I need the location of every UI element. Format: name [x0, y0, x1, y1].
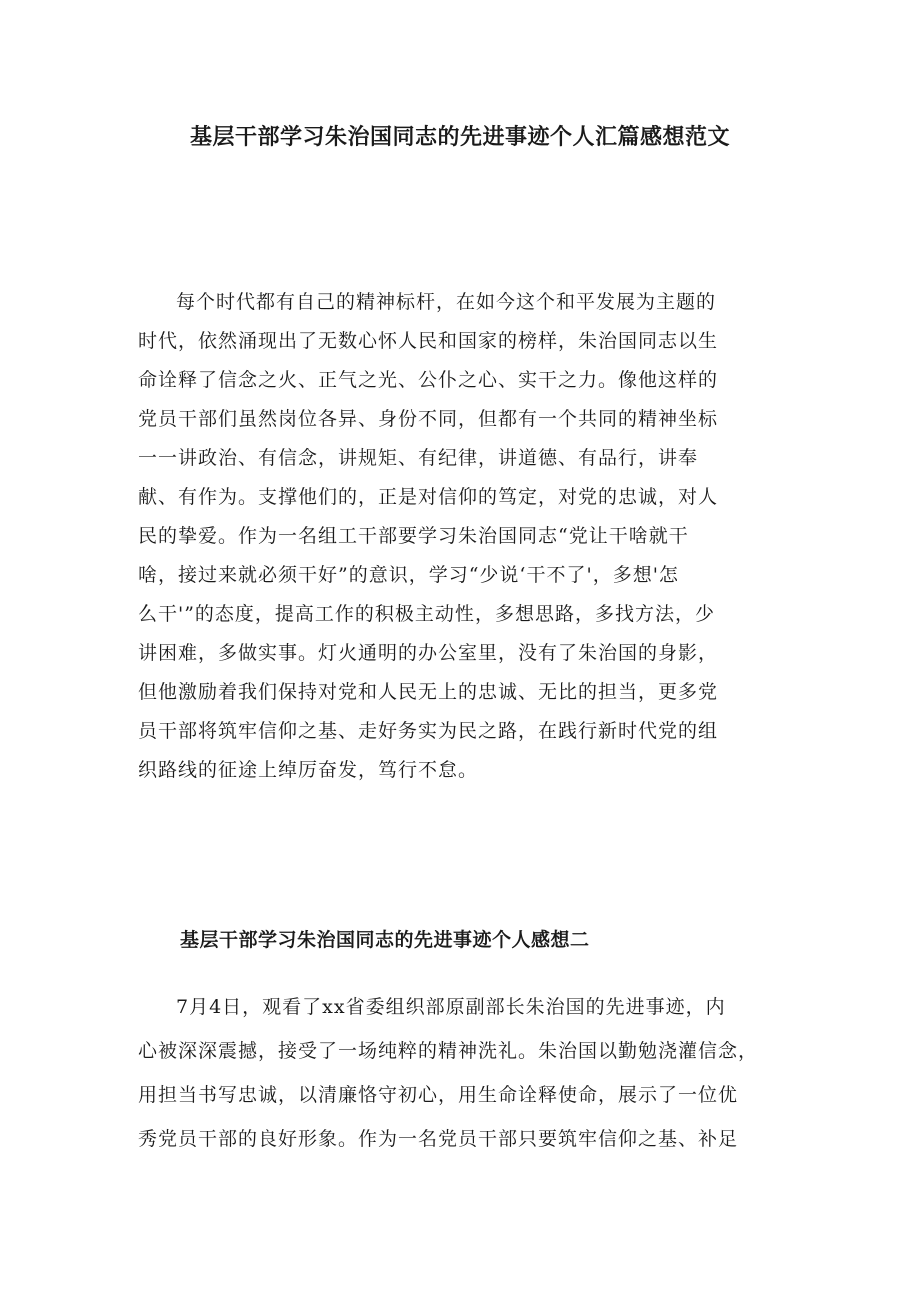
- paragraph-line: 秀党员干部的良好形象。作为一名党员干部只要筑牢信仰之基、补足: [138, 1128, 739, 1150]
- paragraph-line: 献、有作为。支撑他们的，正是对信仰的笃定，对党的忠诚，对人: [138, 486, 719, 508]
- paragraph-line: 但他激励着我们保持对党和人民无上的忠诚、无比的担当，更多党: [138, 681, 719, 703]
- paragraph-line: 么干'”的态度，提高工作的积极主动性，多想思路，多找方法，少: [138, 603, 715, 625]
- paragraph-1: [138, 283, 778, 790]
- paragraph-line: 时代，依然涌现出了无数心怀人民和国家的榜样，朱治国同志以生: [138, 330, 719, 352]
- paragraph-line: 用担当书写忠诚，以清廉恪守初心，用生命诠释使命，展示了一位优: [138, 1084, 739, 1106]
- paragraph-line: 党员干部们虽然岗位各异、身份不同，但都有一个共同的精神坐标: [138, 408, 719, 430]
- paragraph-line: 啥，接过来就必须干好”的意识，学习“少说‘干不了'，多想'怎: [138, 564, 679, 586]
- paragraph-line: 7月4日，观看了xx省委组织部原副部长朱治国的先进事迹，内: [176, 996, 726, 1018]
- document-title: 基层干部学习朱治国同志的先进事迹个人汇篇感想范文: [189, 125, 730, 150]
- paragraph-line: 一一讲政治、有信念，讲规矩、有纪律，讲道德、有品行，讲奉: [138, 447, 699, 469]
- paragraph-line: 心被深深震撼，接受了一场纯粹的精神洗礼。朱治国以勤勉浇灌信念，: [138, 1040, 759, 1062]
- paragraph-2: [138, 985, 778, 1161]
- paragraph-line: 民的挚爱。作为一名组工干部要学习朱治国同志“党让干啥就干: [138, 525, 689, 547]
- paragraph-line: 每个时代都有自己的精神标杆，在如今这个和平发展为主题的: [176, 291, 717, 313]
- paragraph-line: 讲困难，多做实事。灯火通明的办公室里，没有了朱治国的身影，: [138, 642, 719, 664]
- paragraph-line: 员干部将筑牢信仰之基、走好务实为民之路，在践行新时代党的组: [138, 720, 719, 742]
- paragraph-line: 织路线的征途上绰厉奋发，笃行不怠。: [138, 759, 479, 781]
- section-subtitle: 基层干部学习朱治国同志的先进事迹个人感想二: [180, 929, 590, 951]
- paragraph-line: 命诠释了信念之火、正气之光、公仆之心、实干之力。像他这样的: [138, 369, 719, 391]
